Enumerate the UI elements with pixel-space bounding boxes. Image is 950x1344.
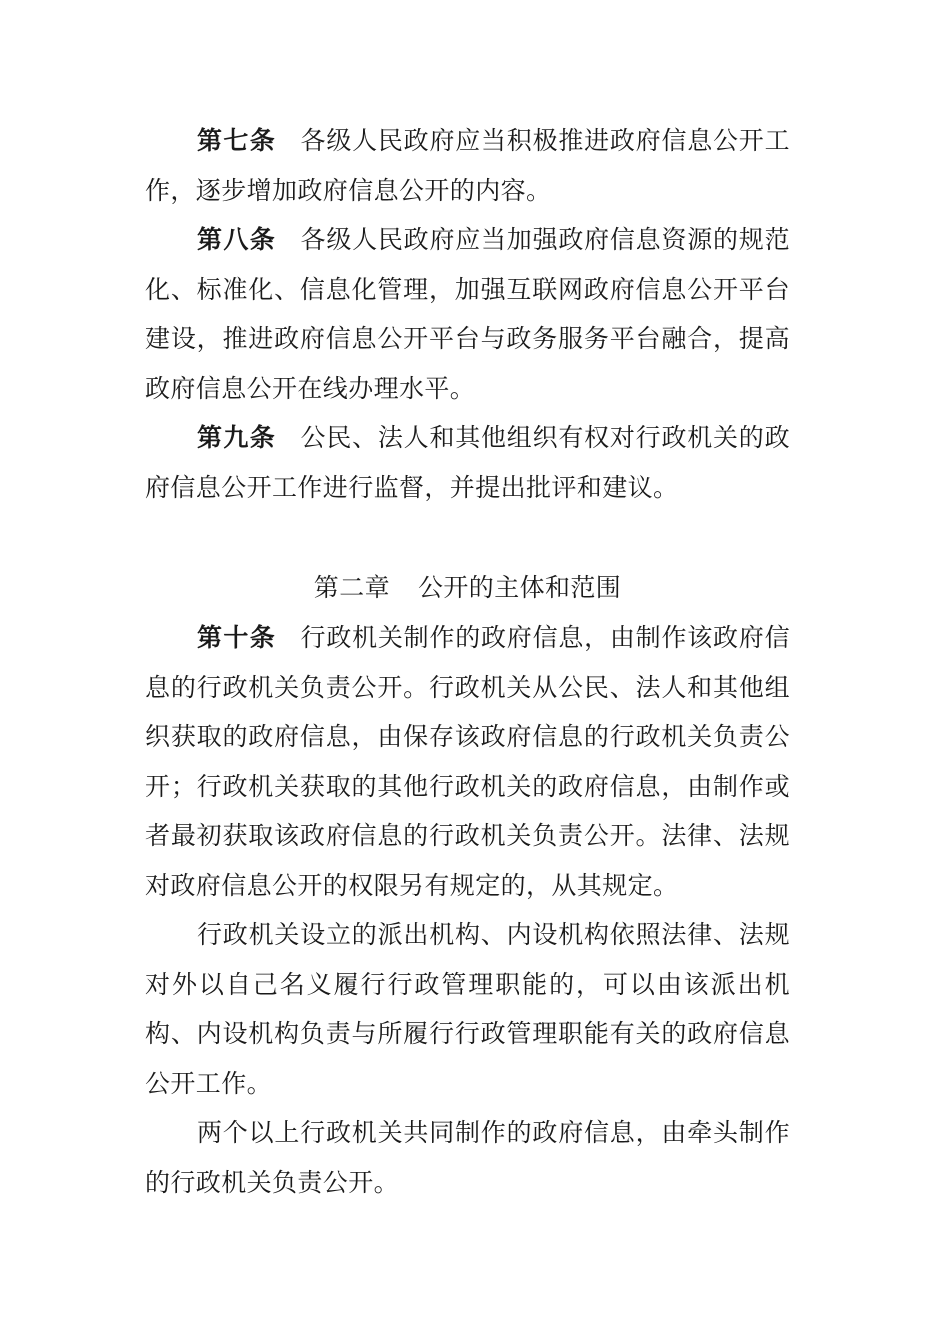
article-10-number: 第十条	[197, 623, 277, 652]
article-10	[145, 613, 790, 910]
chapter-title: 公开的主体和范围	[418, 573, 622, 602]
article-9	[145, 413, 790, 512]
article-10-text: 行政机关制作的政府信息，由制作该政府信息的行政机关负责公开。行政机关从公民、法人和其他组织获取的政府信息，由保存该政府信息的行政机关负责公开；行政机关获取的其他行政机关的政府信息，由制作或者最初获取该政府信息的行政机关负责公开。法律、法规对政府信息公开的权限另有规定的，从其规定。	[145, 623, 790, 900]
article-7-number: 第七条	[197, 126, 277, 155]
article-10-paragraph-3: 两个以上行政机关共同制作的政府信息，由牵头制作的行政机关负责公开。	[145, 1118, 790, 1197]
article-9-text: 公民、法人和其他组织有权对行政机关的政府信息公开工作进行监督，并提出批评和建议。	[145, 423, 790, 502]
article-7	[145, 116, 790, 215]
articles-10	[145, 613, 790, 1207]
chapter-heading	[145, 563, 790, 613]
article-8-number: 第八条	[197, 225, 277, 254]
article-10-paragraph-2: 行政机关设立的派出机构、内设机构依照法律、法规对外以自己名义履行行政管理职能的，可以由该派出机构、内设机构负责与所履行行政管理职能有关的政府信息公开工作。	[145, 920, 790, 1098]
article-9-number: 第九条	[197, 423, 277, 452]
articles-7-to-9	[145, 116, 790, 512]
chapter-number: 第二章	[313, 573, 390, 602]
article-7-text: 各级人民政府应当积极推进政府信息公开工作，逐步增加政府信息公开的内容。	[145, 126, 790, 205]
article-8-text: 各级人民政府应当加强政府信息资源的规范化、标准化、信息化管理，加强互联网政府信息公开平台建设，推进政府信息公开平台与政务服务平台融合，提高政府信息公开在线办理水平。	[145, 225, 790, 403]
article-8	[145, 215, 790, 413]
